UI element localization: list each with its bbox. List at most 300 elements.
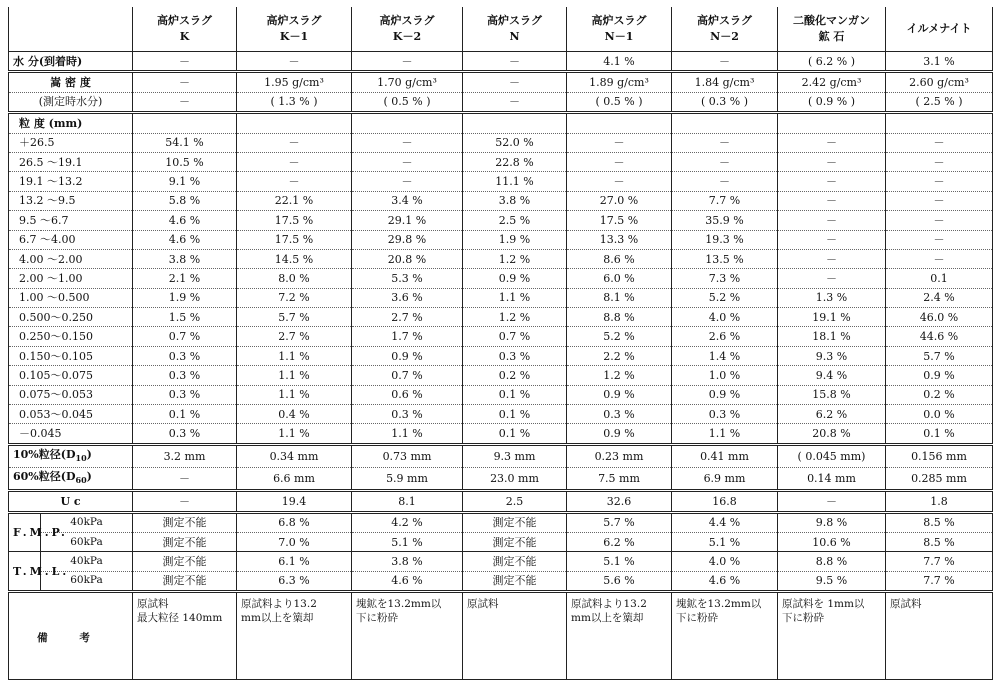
density-cell: 2.60 g/cm³ xyxy=(886,72,993,92)
particle-cell: － xyxy=(237,152,352,171)
d60-cell: 6.9 mm xyxy=(672,468,778,491)
particle-cell: 8.8 % xyxy=(567,308,672,327)
particle-row xyxy=(9,405,993,424)
particle-cell: 2.4 % xyxy=(886,288,993,307)
particle-range-label: 0.075～0.053 xyxy=(9,385,133,404)
empty-cell xyxy=(886,113,993,133)
particle-cell: 44.6 % xyxy=(886,327,993,346)
d60-label-post: ) xyxy=(86,470,92,483)
measure-moisture-cell: ( 0.9 % ) xyxy=(778,92,886,112)
empty-cell xyxy=(133,113,237,133)
density-cell: 1.84 g/cm³ xyxy=(672,72,778,92)
particle-range-label: 9.5 ～6.7 xyxy=(9,211,133,230)
particle-row xyxy=(9,327,993,346)
particle-cell: 1.4 % xyxy=(672,346,778,365)
tml-row xyxy=(9,571,993,591)
particle-heading-row xyxy=(9,113,993,133)
particle-cell: － xyxy=(778,249,886,268)
particle-cell: 1.2 % xyxy=(567,366,672,385)
particle-cell: 7.2 % xyxy=(237,288,352,307)
particle-cell: 46.0 % xyxy=(886,308,993,327)
particle-cell: － xyxy=(886,249,993,268)
uc-cell: 8.1 xyxy=(352,491,463,512)
d10-cell: 3.2 mm xyxy=(133,444,237,467)
column-header xyxy=(672,7,778,52)
particle-cell: 7.7 % xyxy=(672,191,778,210)
d60-label-sub: 60 xyxy=(75,475,87,486)
uc-cell: 32.6 xyxy=(567,491,672,512)
column-header xyxy=(567,7,672,52)
particle-cell: － xyxy=(672,152,778,171)
tml-cell: 測定不能 xyxy=(463,571,567,591)
particle-cell: － xyxy=(237,172,352,191)
fmp-cell: 10.6 % xyxy=(778,532,886,551)
particle-cell: 2.6 % xyxy=(672,327,778,346)
remarks-line: 原試料 xyxy=(890,598,922,611)
particle-range-label: 0.105～0.075 xyxy=(9,366,133,385)
measure-moisture-cell: ( 2.5 % ) xyxy=(886,92,993,112)
tml-cell: 9.5 % xyxy=(778,571,886,591)
measure-moisture-cell: ( 0.3 % ) xyxy=(672,92,778,112)
particle-cell: 7.3 % xyxy=(672,269,778,288)
particle-row xyxy=(9,249,993,268)
particle-cell: － xyxy=(352,133,463,152)
d60-cell: 0.285 mm xyxy=(886,468,993,491)
tml-cell: 5.1 % xyxy=(567,552,672,571)
particle-row xyxy=(9,133,993,152)
moisture-cell: － xyxy=(133,52,237,72)
fmp-cell: 測定不能 xyxy=(463,532,567,551)
column-header-line2: K xyxy=(179,30,190,43)
d60-cell: 23.0 mm xyxy=(463,468,567,491)
particle-cell: 4.6 % xyxy=(133,230,237,249)
particle-cell: 0.1 % xyxy=(463,405,567,424)
particle-cell: 2.5 % xyxy=(463,211,567,230)
measure-moisture-cell: ( 0.5 % ) xyxy=(352,92,463,112)
tml-cell: 7.7 % xyxy=(886,552,993,571)
particle-cell: 15.8 % xyxy=(778,385,886,404)
fmp-cell: 測定不能 xyxy=(463,512,567,532)
particle-cell: － xyxy=(567,133,672,152)
particle-cell: 1.1 % xyxy=(352,424,463,444)
particle-heading: 粒 度 (mm) xyxy=(9,113,133,133)
tml-cell: 4.6 % xyxy=(352,571,463,591)
uc-row xyxy=(9,491,993,512)
tml-cell: 7.7 % xyxy=(886,571,993,591)
particle-cell: － xyxy=(886,152,993,171)
column-header xyxy=(463,7,567,52)
particle-row xyxy=(9,172,993,191)
particle-cell: 0.3 % xyxy=(567,405,672,424)
particle-cell: 29.1 % xyxy=(352,211,463,230)
column-header-line2: K－1 xyxy=(279,30,309,43)
particle-cell: 6.2 % xyxy=(778,405,886,424)
particle-row xyxy=(9,385,993,404)
particle-cell: 8.6 % xyxy=(567,249,672,268)
d60-cell: 0.14 mm xyxy=(778,468,886,491)
particle-cell: － xyxy=(778,211,886,230)
particle-cell: 22.1 % xyxy=(237,191,352,210)
particle-row xyxy=(9,366,993,385)
column-header xyxy=(886,7,993,52)
particle-cell: － xyxy=(778,191,886,210)
column-header-line2: 鉱 石 xyxy=(818,30,845,43)
particle-cell: 1.0 % xyxy=(672,366,778,385)
particle-cell: 20.8 % xyxy=(778,424,886,444)
particle-row xyxy=(9,346,993,365)
data-table-wrapper xyxy=(8,7,992,680)
particle-cell: － xyxy=(778,152,886,171)
column-header-line1: 高炉スラグ xyxy=(591,14,647,27)
tml-cell: 測定不能 xyxy=(133,552,237,571)
fmp-pressure-label: 60kPa xyxy=(41,532,133,551)
particle-cell: － xyxy=(672,133,778,152)
d10-row xyxy=(9,444,993,467)
empty-cell xyxy=(352,113,463,133)
particle-cell: 0.2 % xyxy=(886,385,993,404)
d10-label xyxy=(9,444,133,467)
column-header-line1: イルメナイト xyxy=(906,22,972,35)
remarks-cell xyxy=(133,592,237,680)
d60-label xyxy=(9,468,133,491)
particle-row xyxy=(9,308,993,327)
particle-cell: 0.3 % xyxy=(133,366,237,385)
d10-cell: 0.23 mm xyxy=(567,444,672,467)
tml-pressure-label: 40kPa xyxy=(41,552,133,571)
fmp-row xyxy=(9,512,993,532)
remarks-line: 塊鉱を13.2mm以 xyxy=(676,598,762,611)
fmp-cell: 6.2 % xyxy=(567,532,672,551)
tml-row xyxy=(9,552,993,571)
particle-cell: 0.7 % xyxy=(463,327,567,346)
particle-cell: － xyxy=(778,230,886,249)
density-cell: 1.70 g/cm³ xyxy=(352,72,463,92)
particle-cell: － xyxy=(886,211,993,230)
particle-cell: 4.6 % xyxy=(133,211,237,230)
particle-cell: 1.1 % xyxy=(672,424,778,444)
particle-cell: 17.5 % xyxy=(237,230,352,249)
measure-moisture-row xyxy=(9,92,993,112)
remarks-cell xyxy=(237,592,352,680)
particle-cell: 1.2 % xyxy=(463,249,567,268)
tml-cell: 6.3 % xyxy=(237,571,352,591)
uc-cell: － xyxy=(133,491,237,512)
fmp-cell: 9.8 % xyxy=(778,512,886,532)
particle-cell: 10.5 % xyxy=(133,152,237,171)
particle-cell: 4.0 % xyxy=(672,308,778,327)
remarks-cell xyxy=(778,592,886,680)
density-cell: － xyxy=(463,72,567,92)
moisture-cell: － xyxy=(463,52,567,72)
particle-range-label: 19.1 ～13.2 xyxy=(9,172,133,191)
d60-label-pre: 60%粒径(D xyxy=(13,470,76,483)
remarks-line: 下に粉砕 xyxy=(782,612,824,625)
d10-cell: 0.41 mm xyxy=(672,444,778,467)
particle-cell: 0.9 % xyxy=(567,385,672,404)
fmp-cell: 8.5 % xyxy=(886,532,993,551)
particle-range-label: 2.00 ～1.00 xyxy=(9,269,133,288)
particle-row xyxy=(9,269,993,288)
particle-cell: － xyxy=(672,172,778,191)
density-cell: 1.89 g/cm³ xyxy=(567,72,672,92)
column-header-line1: 高炉スラグ xyxy=(487,14,542,27)
tml-label: T.M.L. xyxy=(9,552,41,592)
particle-cell: 18.1 % xyxy=(778,327,886,346)
particle-cell: 17.5 % xyxy=(567,211,672,230)
fmp-cell: 5.7 % xyxy=(567,512,672,532)
particle-row xyxy=(9,230,993,249)
particle-cell: 0.6 % xyxy=(352,385,463,404)
particle-cell: 0.9 % xyxy=(886,366,993,385)
particle-cell: 0.1 % xyxy=(886,424,993,444)
fmp-row xyxy=(9,532,993,551)
remarks-line: 原試料を 1mm以 xyxy=(782,598,865,611)
particle-cell: 8.0 % xyxy=(237,269,352,288)
particle-range-label: －0.045 xyxy=(9,424,133,444)
particle-cell: 0.3 % xyxy=(133,346,237,365)
particle-row xyxy=(9,191,993,210)
remarks-row xyxy=(9,592,993,680)
particle-range-label: 6.7 ～4.00 xyxy=(9,230,133,249)
particle-cell: － xyxy=(778,172,886,191)
particle-cell: 20.8 % xyxy=(352,249,463,268)
fmp-cell: 5.1 % xyxy=(672,532,778,551)
remarks-cell xyxy=(463,592,567,680)
remarks-line: 原試料 xyxy=(467,598,499,611)
empty-cell xyxy=(463,113,567,133)
particle-range-label: 0.250～0.150 xyxy=(9,327,133,346)
fmp-label: F.M.P. xyxy=(9,512,41,552)
particle-cell: 1.9 % xyxy=(463,230,567,249)
particle-cell: 22.8 % xyxy=(463,152,567,171)
particle-cell: 5.7 % xyxy=(886,346,993,365)
remarks-line: 塊鉱を13.2mm以 xyxy=(356,598,442,611)
column-header-line1: 高炉スラグ xyxy=(157,14,212,27)
particle-cell: 54.1 % xyxy=(133,133,237,152)
particle-cell: 1.1 % xyxy=(237,385,352,404)
uc-cell: － xyxy=(778,491,886,512)
tml-cell: 6.1 % xyxy=(237,552,352,571)
moisture-cell: ( 6.2 % ) xyxy=(778,52,886,72)
moisture-cell: － xyxy=(237,52,352,72)
column-header-line1: 高炉スラグ xyxy=(697,14,752,27)
column-header xyxy=(237,7,352,52)
particle-cell: － xyxy=(886,230,993,249)
column-header-line1: 二酸化マンガン xyxy=(793,14,870,27)
particle-cell: － xyxy=(886,191,993,210)
measure-moisture-cell: － xyxy=(133,92,237,112)
d10-cell: 0.156 mm xyxy=(886,444,993,467)
empty-cell xyxy=(672,113,778,133)
measure-moisture-label: (測定時水分) xyxy=(9,92,133,112)
particle-cell: 29.8 % xyxy=(352,230,463,249)
particle-cell: 1.3 % xyxy=(778,288,886,307)
uc-cell: 19.4 xyxy=(237,491,352,512)
remarks-line: 原試料より13.2 xyxy=(571,598,647,611)
particle-cell: 1.5 % xyxy=(133,308,237,327)
d60-cell: 6.6 mm xyxy=(237,468,352,491)
column-header-line2: K－2 xyxy=(392,30,422,43)
tml-cell: 測定不能 xyxy=(463,552,567,571)
density-row xyxy=(9,72,993,92)
particle-cell: 0.1 % xyxy=(463,385,567,404)
remarks-line: 最大粒径 140mm xyxy=(137,612,223,625)
remarks-cell xyxy=(886,592,993,680)
fmp-cell: 測定不能 xyxy=(133,532,237,551)
particle-cell: 9.3 % xyxy=(778,346,886,365)
tml-cell: 5.6 % xyxy=(567,571,672,591)
d10-cell: ( 0.045 mm) xyxy=(778,444,886,467)
particle-row xyxy=(9,288,993,307)
particle-range-label: ＋26.5 xyxy=(9,133,133,152)
particle-cell: 0.3 % xyxy=(133,424,237,444)
moisture-row xyxy=(9,52,993,72)
particle-cell: － xyxy=(567,172,672,191)
particle-cell: 9.1 % xyxy=(133,172,237,191)
column-header xyxy=(778,7,886,52)
particle-cell: 0.7 % xyxy=(133,327,237,346)
particle-cell: 1.1 % xyxy=(237,366,352,385)
particle-cell: 5.2 % xyxy=(672,288,778,307)
particle-cell: 1.1 % xyxy=(237,424,352,444)
column-header-line2: N－2 xyxy=(710,30,739,43)
remarks-line: 原試料より13.2 xyxy=(241,598,317,611)
particle-cell: 1.2 % xyxy=(463,308,567,327)
fmp-cell: 8.5 % xyxy=(886,512,993,532)
particle-cell: 9.4 % xyxy=(778,366,886,385)
particle-cell: 0.3 % xyxy=(672,405,778,424)
particle-cell: 5.7 % xyxy=(237,308,352,327)
column-header-line1: 高炉スラグ xyxy=(379,14,435,27)
d10-label-sub: 10 xyxy=(75,453,87,463)
particle-cell: 2.2 % xyxy=(567,346,672,365)
particle-cell: 0.7 % xyxy=(352,366,463,385)
d60-cell: － xyxy=(133,468,237,491)
particle-cell: 0.9 % xyxy=(567,424,672,444)
density-label: 嵩 密 度 xyxy=(9,72,133,92)
moisture-cell: 3.1 % xyxy=(886,52,993,72)
particle-cell: 0.1 % xyxy=(463,424,567,444)
particle-cell: 0.3 % xyxy=(463,346,567,365)
fmp-cell: 5.1 % xyxy=(352,532,463,551)
particle-cell: 6.0 % xyxy=(567,269,672,288)
fmp-pressure-label: 40kPa xyxy=(41,512,133,532)
particle-cell: 0.3 % xyxy=(352,405,463,424)
tml-cell: 3.8 % xyxy=(352,552,463,571)
empty-cell xyxy=(778,113,886,133)
empty-cell xyxy=(237,113,352,133)
particle-cell: 1.7 % xyxy=(352,327,463,346)
d60-row xyxy=(9,468,993,491)
particle-range-label: 26.5 ～19.1 xyxy=(9,152,133,171)
particle-cell: 52.0 % xyxy=(463,133,567,152)
particle-cell: 0.9 % xyxy=(672,385,778,404)
particle-cell: － xyxy=(352,172,463,191)
remarks-line: 下に粉砕 xyxy=(356,612,398,625)
particle-range-label: 0.150～0.105 xyxy=(9,346,133,365)
particle-cell: － xyxy=(778,133,886,152)
tml-pressure-label: 60kPa xyxy=(41,571,133,591)
fmp-cell: 4.2 % xyxy=(352,512,463,532)
column-header-line2: N xyxy=(509,30,520,43)
tml-cell: 測定不能 xyxy=(133,571,237,591)
d10-label-post: ) xyxy=(86,447,92,461)
particle-cell: 3.8 % xyxy=(133,249,237,268)
particle-cell: 3.8 % xyxy=(463,191,567,210)
particle-range-label: 0.053～0.045 xyxy=(9,405,133,424)
particle-cell: 1.1 % xyxy=(463,288,567,307)
d60-cell: 5.9 mm xyxy=(352,468,463,491)
fmp-cell: 4.4 % xyxy=(672,512,778,532)
particle-cell: 13.5 % xyxy=(672,249,778,268)
uc-label: U c xyxy=(9,491,133,512)
remarks-cell xyxy=(567,592,672,680)
particle-range-label: 0.500～0.250 xyxy=(9,308,133,327)
tml-cell: 4.0 % xyxy=(672,552,778,571)
fmp-cell: 6.8 % xyxy=(237,512,352,532)
particle-range-label: 13.2 ～9.5 xyxy=(9,191,133,210)
remarks-line: 下に粉砕 xyxy=(676,612,718,625)
particle-cell: 0.1 % xyxy=(133,405,237,424)
moisture-cell: 4.1 % xyxy=(567,52,672,72)
particle-row xyxy=(9,152,993,171)
d60-cell: 7.5 mm xyxy=(567,468,672,491)
particle-cell: 1.9 % xyxy=(133,288,237,307)
particle-cell: 8.1 % xyxy=(567,288,672,307)
particle-cell: 2.7 % xyxy=(237,327,352,346)
particle-cell: 0.0 % xyxy=(886,405,993,424)
particle-row xyxy=(9,211,993,230)
particle-range-label: 4.00 ～2.00 xyxy=(9,249,133,268)
moisture-label: 水 分(到着時) xyxy=(9,52,133,72)
density-cell: 1.95 g/cm³ xyxy=(237,72,352,92)
column-header-line2: N－1 xyxy=(604,30,634,43)
density-cell: 2.42 g/cm³ xyxy=(778,72,886,92)
remarks-line: mm以上を篥却 xyxy=(571,612,644,625)
particle-cell: 5.2 % xyxy=(567,327,672,346)
remarks-label: 備 考 xyxy=(9,592,133,680)
d10-label-pre: 10%粒径(D xyxy=(13,447,76,461)
remarks-line: 原試料 xyxy=(137,598,169,611)
particle-cell: － xyxy=(778,269,886,288)
particle-cell: 1.1 % xyxy=(237,346,352,365)
moisture-cell: － xyxy=(672,52,778,72)
measure-moisture-cell: ( 1.3 % ) xyxy=(237,92,352,112)
column-header-line1: 高炉スラグ xyxy=(266,14,322,27)
remarks-line: mm以上を篥却 xyxy=(241,612,314,625)
particle-cell: 19.3 % xyxy=(672,230,778,249)
remarks-cell xyxy=(672,592,778,680)
header-row xyxy=(9,7,993,52)
tml-cell: 8.8 % xyxy=(778,552,886,571)
particle-cell: 35.9 % xyxy=(672,211,778,230)
particle-cell: 27.0 % xyxy=(567,191,672,210)
particle-cell: － xyxy=(886,172,993,191)
empty-cell xyxy=(567,113,672,133)
tml-cell: 4.6 % xyxy=(672,571,778,591)
uc-cell: 1.8 xyxy=(886,491,993,512)
particle-cell: 5.8 % xyxy=(133,191,237,210)
density-cell: － xyxy=(133,72,237,92)
particle-cell: － xyxy=(567,152,672,171)
particle-cell: 3.6 % xyxy=(352,288,463,307)
uc-cell: 16.8 xyxy=(672,491,778,512)
header-corner xyxy=(9,7,133,52)
fmp-cell: 測定不能 xyxy=(133,512,237,532)
particle-cell: 0.1 xyxy=(886,269,993,288)
measure-moisture-cell: － xyxy=(463,92,567,112)
particle-cell: － xyxy=(886,133,993,152)
